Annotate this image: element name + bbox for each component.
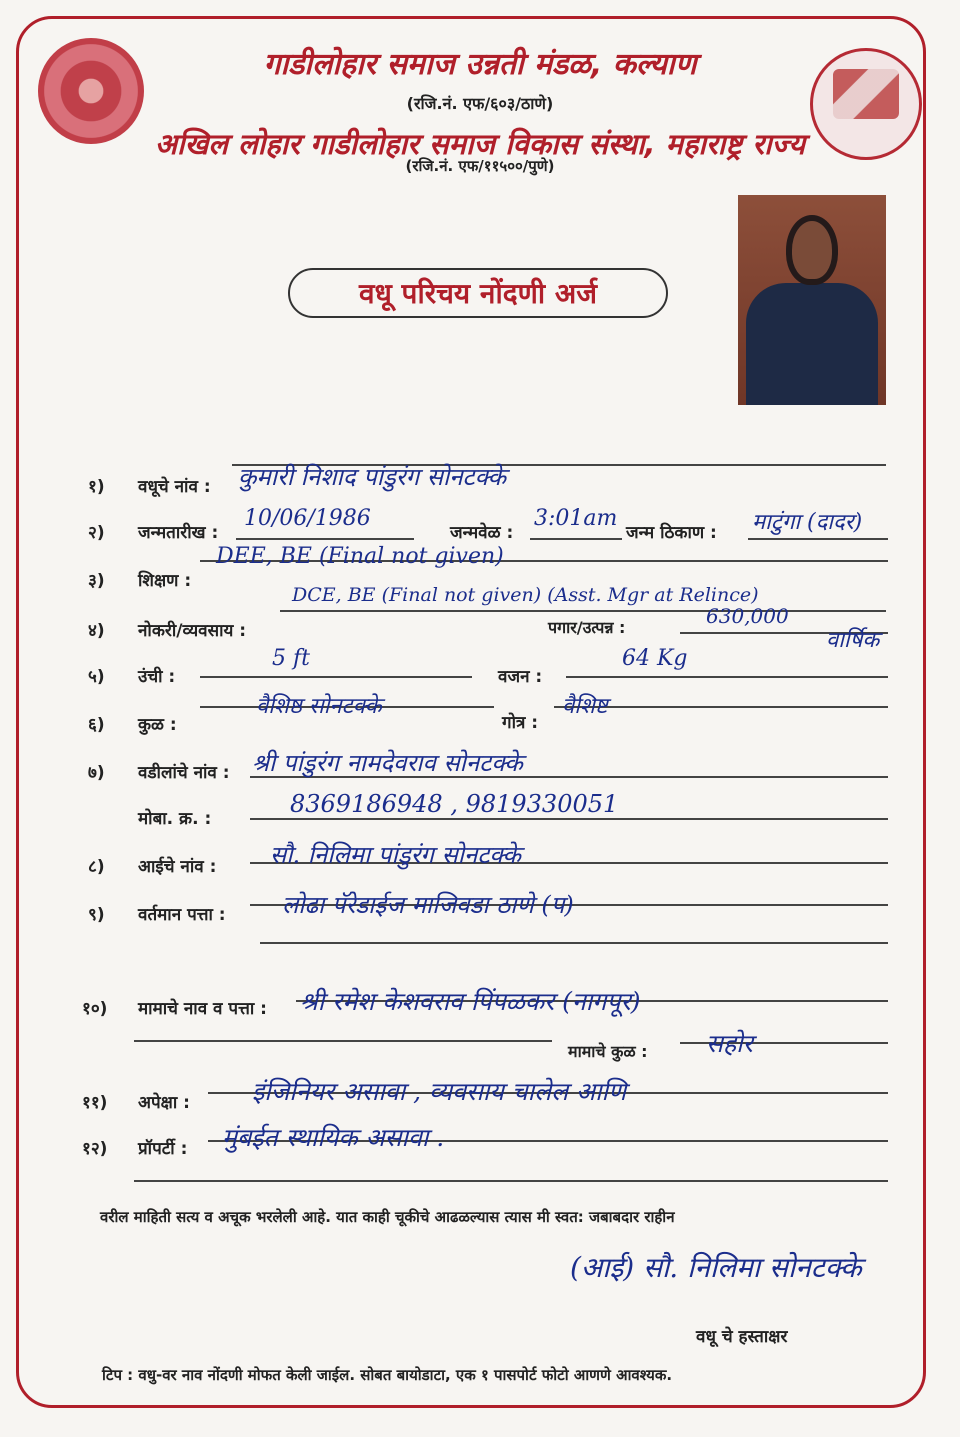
bride-name-label: वधूचे नांव : xyxy=(138,477,211,497)
birth-place-label: जन्म ठिकाण : xyxy=(626,523,717,543)
footer-note: टिप : वधु-वर नाव नोंदणी मोफत केली जाईल. सोबत बायोडाटा, एक १ पासपोर्ट फोटो आणणे आवश्यक. xyxy=(102,1366,673,1384)
father-name-label: वडीलांचे नांव : xyxy=(138,763,230,783)
birth-time-label: जन्मवेळ : xyxy=(450,523,514,543)
passport-photo xyxy=(738,195,886,405)
education-label: शिक्षण : xyxy=(138,571,192,591)
height-line xyxy=(200,676,472,678)
birth-date-value: 10/06/1986 xyxy=(244,506,371,531)
field-number-10: १०) xyxy=(82,999,108,1019)
occupation-value: DCE, BE (Final not given) (Asst. Mgr at Relince) xyxy=(292,584,759,606)
birth-time-line xyxy=(530,538,622,540)
signature-label: वधू चे हस्ताक्षर xyxy=(696,1327,788,1347)
org-name-primary: गाडीलोहार समाज उन्नती मंडळ, कल्याण xyxy=(263,47,697,82)
income-label: पगार/उत्पन्न : xyxy=(548,618,626,637)
mother-name-value: सौ. निलिमा पांडुरंग सोनटक्के xyxy=(270,841,521,869)
field-number-12: १२) xyxy=(82,1139,108,1159)
expectations-value: इंजिनियर असावा , व्यवसाय चालेल आणि xyxy=(252,1077,627,1106)
field-number-7: ७) xyxy=(88,763,105,783)
maternal-uncle-label: मामाचे नाव व पत्ता : xyxy=(138,999,267,1019)
height-value: 5 ft xyxy=(272,646,310,671)
income-value: 630,000 xyxy=(706,604,789,628)
mobile-value: 8369186948 , 9819330051 xyxy=(290,790,619,818)
field-number-2: २) xyxy=(88,523,105,543)
field-number-9: ९) xyxy=(88,905,105,925)
address-line-2 xyxy=(260,942,888,944)
gotra-value: वैशिष्ट xyxy=(562,694,608,719)
mobile-line xyxy=(250,818,888,820)
weight-value: 64 Kg xyxy=(622,646,688,671)
org-registration-primary: (रजि.नं. एफ/६०३/ठाणे) xyxy=(406,94,554,113)
declaration-text: वरील माहिती सत्य व अचूक भरलेली आहे. यात काही चूकीचे आढळल्यास त्यास मी स्वत: जबाबदार राहीन xyxy=(100,1208,675,1226)
address-label: वर्तमान पत्ता : xyxy=(138,905,226,925)
occupation-line xyxy=(280,610,886,612)
field-number-5: ५) xyxy=(88,667,105,687)
signature-handwritten: (आई) सौ. निलिमा सोनटक्के xyxy=(570,1251,862,1284)
maternal-uncle-line-2 xyxy=(134,1040,552,1042)
education-value: DEE, BE (Final not given) xyxy=(216,544,504,569)
father-name-value: श्री पांडुरंग नामदेवराव सोनटक्के xyxy=(252,749,523,777)
bride-name-value: कुमारी निशाद पांडुरंग सोनटक्के xyxy=(238,463,507,491)
org-registration-secondary: (रजि.नं. एफ/११५००/पुणे) xyxy=(405,157,555,175)
field-number-1: १) xyxy=(88,477,105,497)
birth-place-line xyxy=(748,538,888,540)
field-number-11: ११) xyxy=(82,1093,108,1113)
expectations-label: अपेक्षा : xyxy=(138,1093,190,1113)
maternal-uncle-value: श्री रमेश केशवराव पिंपळकर (नागपूर) xyxy=(300,987,641,1016)
birth-date-line xyxy=(236,538,414,540)
clan-value: वैशिष्ठ सोनटक्के xyxy=(256,694,382,719)
clan-label: कुळ : xyxy=(138,715,177,735)
form-title: वधू परिचय नोंदणी अर्ज xyxy=(288,268,668,318)
field-number-8: ८) xyxy=(88,857,105,877)
mother-name-label: आईचे नांव : xyxy=(138,857,217,877)
maternal-clan-value: सहोर xyxy=(706,1029,753,1058)
birth-date-label: जन्मतारीख : xyxy=(138,523,219,543)
property-value: मुंबईत स्थायिक असावा . xyxy=(222,1123,445,1152)
field-number-6: ६) xyxy=(88,715,105,735)
mobile-label: मोबा. क्र. : xyxy=(138,809,212,829)
weight-label: वजन : xyxy=(498,667,543,687)
occupation-label: नोकरी/व्यवसाय : xyxy=(138,621,247,641)
field-number-4: ४) xyxy=(88,621,105,641)
maternal-clan-label: मामाचे कुळ : xyxy=(568,1042,648,1061)
height-label: उंची : xyxy=(138,667,176,687)
gotra-label: गोत्र : xyxy=(502,713,539,733)
address-value: लोढा पॅरेडाईज माजिवडा ठाणे (प) xyxy=(282,891,574,919)
birth-time-value: 3:01am xyxy=(534,506,618,531)
field-number-3: ३) xyxy=(88,571,105,591)
property-label: प्रॉपर्टी : xyxy=(138,1139,188,1159)
property-line-2 xyxy=(134,1180,888,1182)
income-period-value: वार्षिक xyxy=(826,628,880,653)
birth-place-value: माटुंगा (दादर) xyxy=(752,510,863,535)
org-name-secondary: अखिल लोहार गाडीलोहार समाज विकास संस्था, महाराष्ट्र राज्य xyxy=(154,127,806,161)
weight-line xyxy=(566,676,888,678)
